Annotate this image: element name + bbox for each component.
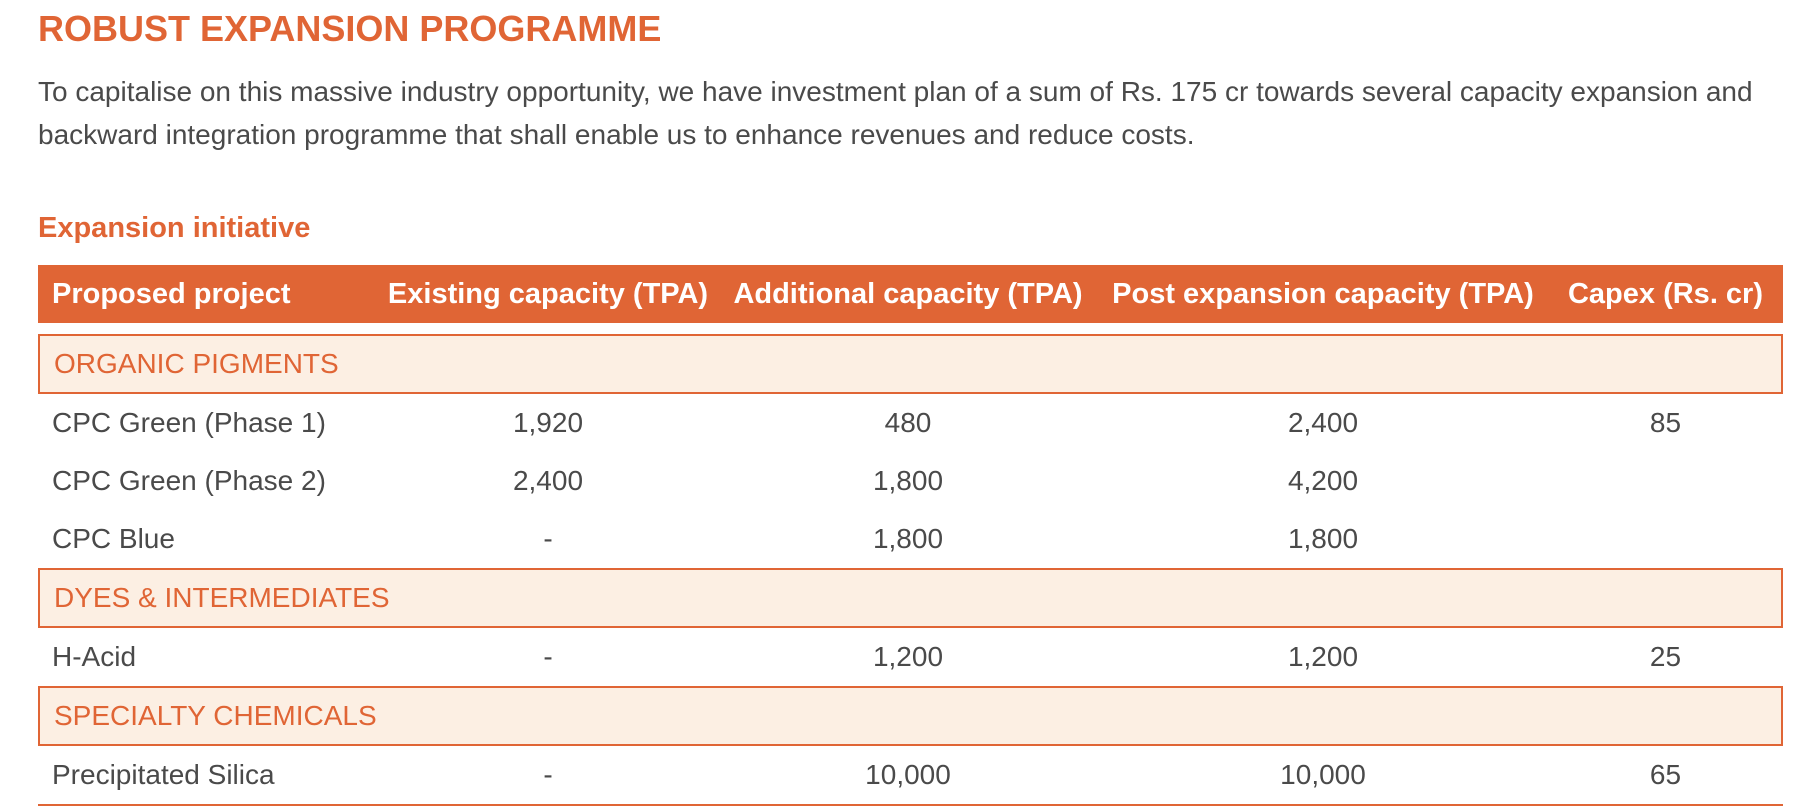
existing-capacity: - <box>543 641 553 672</box>
table-row <box>38 746 1783 806</box>
project-name: CPC Blue <box>52 523 175 554</box>
category-label: SPECIALTY CHEMICALS <box>38 686 378 746</box>
capex <box>1548 452 1783 510</box>
post-expansion-capacity: 1,200 <box>1287 641 1359 672</box>
section-label: Expansion initiative <box>38 212 311 244</box>
existing-capacity: - <box>543 523 553 554</box>
post-expansion-capacity: 10,000 <box>1098 746 1548 806</box>
intro-paragraph: To capitalise on this massive industry opportunity, we have investment plan of a sum of Rs. 175 cr towards several capacity expansion and backward integration programme that shall enable us to enhance revenues and reduce costs. <box>38 76 1753 150</box>
project-name: CPC Green (Phase 1) <box>52 407 326 438</box>
category-cell <box>1548 686 1783 746</box>
project-name: H-Acid <box>52 641 137 672</box>
table-row <box>38 510 1783 568</box>
table-row <box>38 628 1783 686</box>
category-label: DYES & INTERMEDIATES <box>38 568 378 628</box>
additional-capacity: 480 <box>884 407 932 438</box>
table-header-row <box>38 265 1783 334</box>
category-row <box>38 568 1783 628</box>
header-post-expansion-capacity: Post expansion capacity (TPA) <box>1098 265 1548 334</box>
category-label: ORGANIC PIGMENTS <box>38 334 378 394</box>
category-row <box>38 686 1783 746</box>
category-cell <box>378 686 718 746</box>
category-row <box>38 334 1783 394</box>
category-cell <box>718 568 1098 628</box>
existing-capacity: - <box>378 746 718 806</box>
category-cell <box>1098 334 1548 394</box>
expansion-table <box>38 265 1783 806</box>
post-expansion-capacity: 1,800 <box>1287 523 1359 554</box>
existing-capacity: 1,920 <box>512 407 584 438</box>
category-cell <box>378 334 718 394</box>
category-cell <box>1098 686 1548 746</box>
table-row <box>38 452 1783 510</box>
additional-capacity: 10,000 <box>718 746 1098 806</box>
additional-capacity: 1,800 <box>872 523 944 554</box>
capex: 85 <box>1649 407 1682 438</box>
capex <box>1548 510 1783 568</box>
page-title: ROBUST EXPANSION PROGRAMME <box>38 8 662 49</box>
header-existing-capacity: Existing capacity (TPA) <box>378 265 718 334</box>
existing-capacity: 2,400 <box>512 465 584 496</box>
additional-capacity: 1,200 <box>872 641 944 672</box>
category-cell <box>718 334 1098 394</box>
post-expansion-capacity: 4,200 <box>1287 465 1359 496</box>
project-name: CPC Green (Phase 2) <box>52 465 326 496</box>
category-cell <box>1548 334 1783 394</box>
category-cell <box>1548 568 1783 628</box>
project-name: Precipitated Silica <box>38 746 378 806</box>
header-capex: Capex (Rs. cr) <box>1548 265 1783 334</box>
additional-capacity: 1,800 <box>872 465 944 496</box>
capex: 65 <box>1548 746 1783 806</box>
category-cell <box>378 568 718 628</box>
table-row <box>38 394 1783 452</box>
post-expansion-capacity: 2,400 <box>1287 407 1359 438</box>
header-proposed-project: Proposed project <box>38 265 378 334</box>
header-additional-capacity: Additional capacity (TPA) <box>718 265 1098 334</box>
category-cell <box>718 686 1098 746</box>
capex: 25 <box>1649 641 1682 672</box>
category-cell <box>1098 568 1548 628</box>
